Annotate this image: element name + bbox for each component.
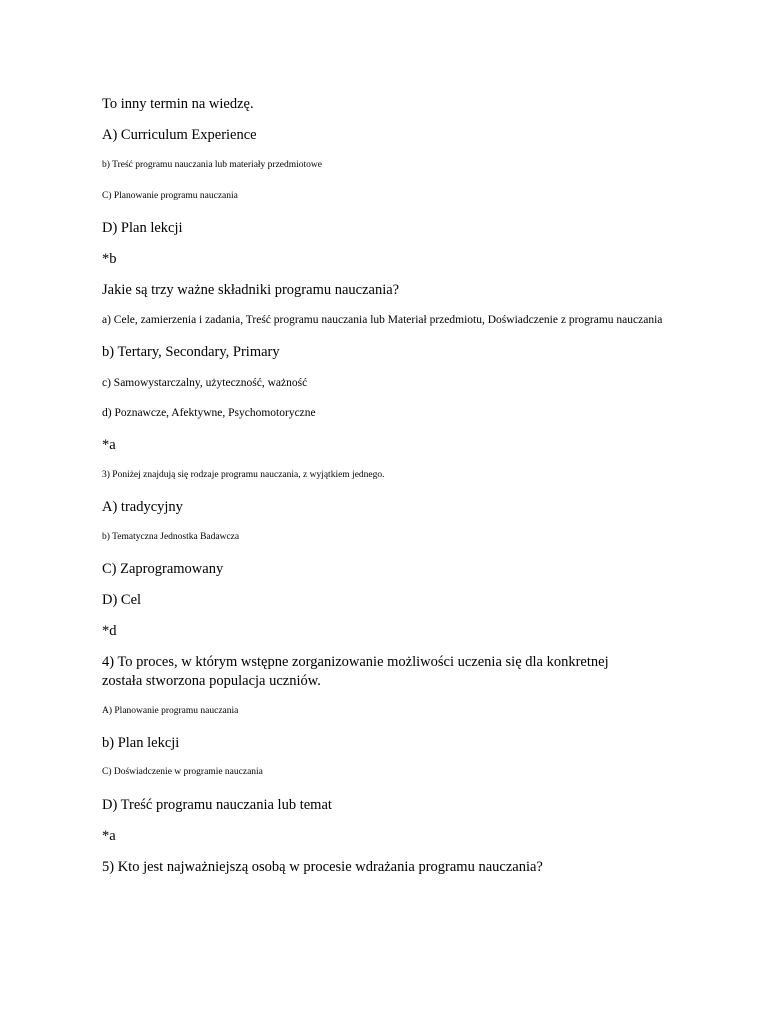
- question-2-text: Jakie są trzy ważne składniki programu nauczania?: [102, 282, 400, 298]
- question-3-option-a: A) tradycyjny: [102, 499, 183, 515]
- question-1-option-a: A) Curriculum Experience: [102, 127, 257, 143]
- question-5-text: 5) Kto jest najważniejszą osobą w procesie wdrażania programu nauczania?: [102, 859, 543, 875]
- question-4-text-line-1: 4) To proces, w którym wstępne zorganizowanie możliwości uczenia się dla konkretnej: [102, 654, 609, 670]
- question-4-option-d: D) Treść programu nauczania lub temat: [102, 797, 332, 813]
- question-2-option-c: c) Samowystarczalny, użyteczność, ważność: [102, 377, 308, 389]
- question-3-option-c: C) Zaprogramowany: [102, 561, 224, 577]
- question-4-answer: *a: [102, 828, 116, 844]
- question-1-option-b: b) Treść programu nauczania lub materiały przedmiotowe: [102, 160, 323, 170]
- question-1-option-d: D) Plan lekcji: [102, 220, 183, 236]
- question-2-option-b: b) Tertary, Secondary, Primary: [102, 344, 280, 360]
- question-2-answer: *a: [102, 437, 116, 453]
- question-3-option-b: b) Tematyczna Jednostka Badawcza: [102, 532, 240, 542]
- question-4-text-line-2: została stworzona populacja uczniów.: [102, 673, 321, 689]
- question-4-option-c: C) Doświadczenie w programie nauczania: [102, 767, 263, 777]
- question-3-text: 3) Poniżej znajdują się rodzaje programu nauczania, z wyjątkiem jednego.: [102, 470, 385, 480]
- question-2-option-a: a) Cele, zamierzenia i zadania, Treść programu nauczania lub Materiał przedmiotu, Doświadczenie z programu nauczania: [102, 314, 663, 326]
- question-2-option-d: d) Poznawcze, Afektywne, Psychomotoryczne: [102, 407, 316, 419]
- question-4-option-b: b) Plan lekcji: [102, 735, 180, 751]
- question-1-answer: *b: [102, 251, 117, 267]
- question-3-option-d: D) Cel: [102, 592, 142, 608]
- question-1-text: To inny termin na wiedzę.: [102, 96, 254, 112]
- question-4-option-a: A) Planowanie programu nauczania: [102, 706, 239, 716]
- question-1-option-c: C) Planowanie programu nauczania: [102, 191, 238, 201]
- question-3-answer: *d: [102, 623, 117, 639]
